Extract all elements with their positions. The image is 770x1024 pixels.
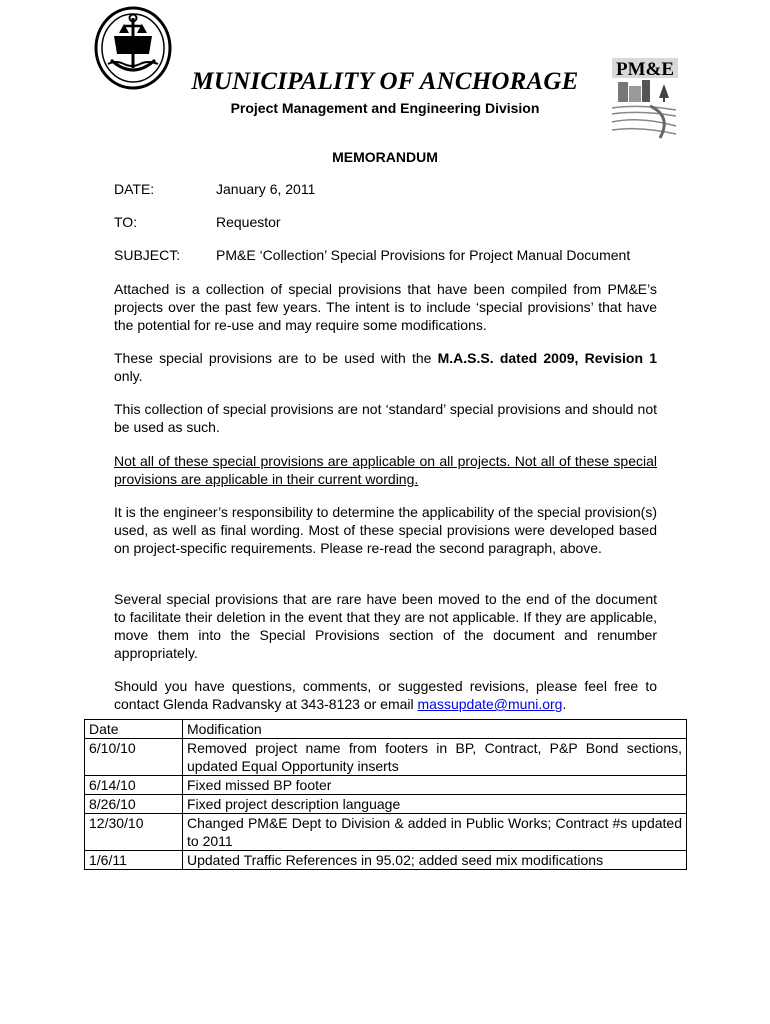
row-date: 1/6/11	[85, 851, 183, 870]
paragraph-applicability-warning: Not all of these special provisions are applicable on all projects. Not all of these special provisions are applicable in their current wording.	[114, 453, 657, 487]
to-label: TO:	[114, 214, 138, 230]
mass-text-pre: These special provisions are to be used with the	[114, 350, 438, 366]
date-value: January 6, 2011	[216, 181, 316, 197]
memorandum-heading: MEMORANDUM	[332, 149, 438, 165]
table-row	[85, 739, 687, 776]
row-date: 6/14/10	[85, 776, 183, 795]
paragraph-responsibility: It is the engineer’s responsibility to determine the applicability of the special provision(s) used, as well as final wording. Most of these special provisions were developed based on project-specific requirements. Please re-read the second paragraph, above.	[114, 504, 657, 556]
table-row	[85, 814, 687, 851]
row-date: 6/10/10	[85, 739, 183, 776]
table-header-date: Date	[85, 720, 183, 739]
row-date: 12/30/10	[85, 814, 183, 851]
paragraph-intro: Attached is a collection of special provisions that have been compiled from PM&E’s projects over the past few years. The intent is to include ‘special provisions’ that have the potential for re-use and may require some modifications.	[114, 281, 657, 333]
to-line	[114, 214, 281, 230]
table-row	[85, 851, 687, 870]
email-link[interactable]: massupdate@muni.org	[417, 696, 563, 712]
date-line	[114, 181, 315, 197]
table-header-row	[85, 720, 687, 739]
paragraph-mass	[114, 349, 657, 385]
subject-line	[114, 247, 630, 263]
modification-table	[84, 719, 687, 870]
row-modification: Fixed project description language	[183, 795, 687, 814]
row-date: 8/26/10	[85, 795, 183, 814]
paragraph-rare-provisions: Several special provisions that are rare have been moved to the end of the document to facilitate their deletion in the event that they are not applicable. If they are applicable, move them into the Special Provisions section of the document and renumber appropriately.	[114, 591, 657, 661]
to-value: Requestor	[216, 214, 281, 230]
document-title: MUNICIPALITY OF ANCHORAGE	[191, 68, 579, 95]
contact-text-end: .	[562, 696, 567, 712]
pme-logo-text: PM&E	[615, 59, 675, 80]
table-row	[85, 795, 687, 814]
subject-label: SUBJECT:	[114, 247, 181, 263]
division-subtitle: Project Management and Engineering Division	[230, 100, 540, 116]
row-modification: Changed PM&E Dept to Division & added in Public Works; Contract #s updated to 2011	[183, 814, 687, 851]
row-modification: Fixed missed BP footer	[183, 776, 687, 795]
mass-reference: M.A.S.S. dated 2009, Revision 1	[437, 350, 657, 366]
table-header-modification: Modification	[183, 720, 687, 739]
row-modification: Removed project name from footers in BP, Contract, P&P Bond sections, updated Equal Opportunity inserts	[183, 739, 687, 776]
table-row	[85, 776, 687, 795]
paragraph-contact	[114, 677, 657, 713]
subject-value: PM&E ‘Collection’ Special Provisions for Project Manual Document	[216, 247, 631, 263]
paragraph-not-standard: This collection of special provisions are not ‘standard’ special provisions and should not be used as such.	[114, 401, 657, 435]
date-label: DATE:	[114, 181, 155, 197]
row-modification: Updated Traffic References in 95.02; added seed mix modifications	[183, 851, 687, 870]
contact-text: Should you have questions, comments, or suggested revisions, please feel free to contact Glenda Radvansky at 343-8123 or email	[114, 678, 657, 712]
mass-text-post: only.	[114, 368, 143, 384]
